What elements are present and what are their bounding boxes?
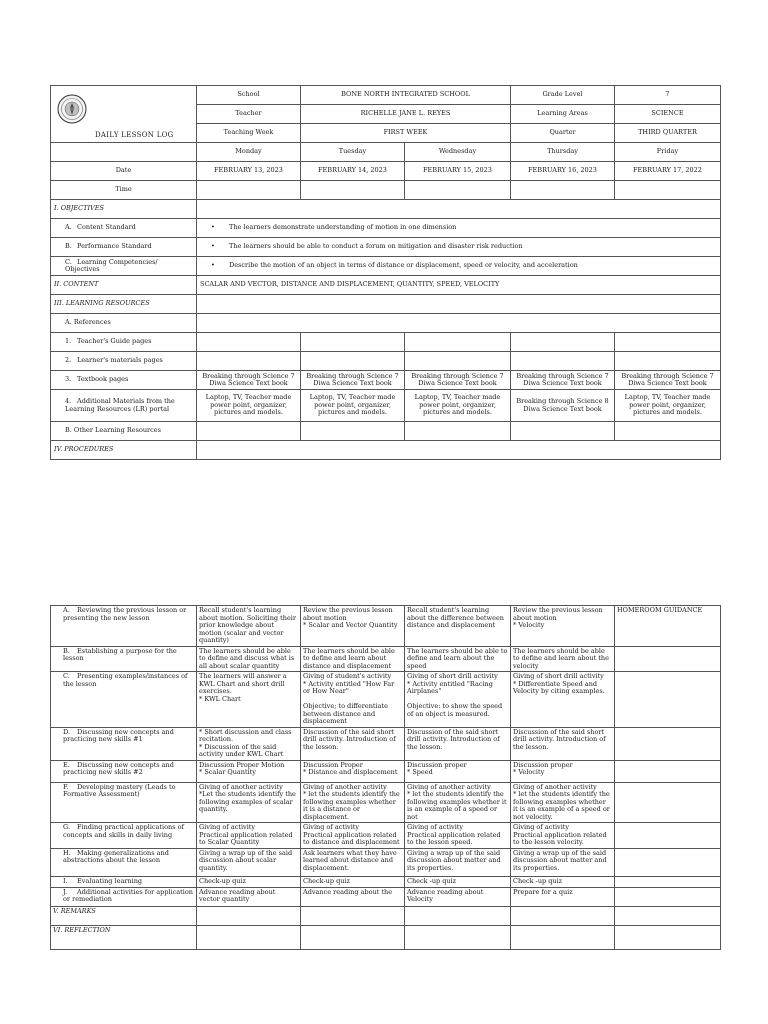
procedure-letter: A.: [63, 606, 70, 614]
logo-cell: [51, 86, 197, 143]
procedure-cell-thursday: Discussion of the said short drill activity. Introduction of the lesson.: [511, 727, 615, 760]
additional-materials-thursday: Breaking through Science 8 Diwa Science Text book: [511, 390, 615, 422]
procedure-cell-wednesday: Discussion proper * Speed: [405, 760, 511, 782]
competencies-label: C. Learning Competencies/ Objectives: [51, 257, 197, 276]
procedure-label: [51, 727, 197, 760]
additional-materials-wednesday: Laptop, TV, Teacher made power point, organizer, pictures and models.: [405, 390, 511, 422]
teaching-week-value: FIRST WEEK: [301, 124, 511, 143]
time-monday: [197, 181, 301, 200]
remarks-heading: V. REMARKS: [51, 906, 197, 925]
procedures-heading-row: [51, 441, 721, 460]
procedure-cell-wednesday: Giving of another activity * let the students identify the following examples whether it is an example of a speed or not: [405, 782, 511, 823]
procedure-cell-friday: HOMEROOM GUIDANCE: [615, 606, 721, 647]
day-tuesday: Tuesday: [301, 143, 405, 162]
procedure-cell-tuesday: Advance reading about the: [301, 887, 405, 906]
procedure-label-text: Establishing a purpose for the lesson: [63, 646, 177, 662]
remarks-monday: [197, 906, 301, 925]
reflection-row: [51, 925, 721, 949]
textbook-friday: Breaking through Science 7 Diwa Science Text book: [615, 371, 721, 390]
references-row: [51, 314, 721, 333]
procedure-letter: E.: [63, 760, 70, 769]
daily-lesson-log-table: [50, 85, 721, 460]
procedure-cell-tuesday: Giving of student's activity * Activity entitled "How Far or How Near" Objective; to differentiate between distance and displacement: [301, 672, 405, 728]
grade-level-value: 7: [615, 86, 721, 105]
procedure-label: [51, 672, 197, 728]
procedure-cell-thursday: Giving of another activity * let the students identify the following examples whether it is an example of a speed or not velocity.: [511, 782, 615, 823]
procedure-row: [51, 672, 721, 728]
time-wednesday: [405, 181, 511, 200]
procedure-cell-friday: [615, 672, 721, 728]
procedure-row: [51, 782, 721, 823]
date-label: Date: [51, 162, 197, 181]
procedure-label: [51, 848, 197, 876]
performance-standard-row: [51, 238, 721, 257]
procedure-cell-friday: [615, 782, 721, 823]
procedure-cell-wednesday: Giving a wrap up of the said discussion about matter and its properties.: [405, 848, 511, 876]
procedure-cell-thursday: The learners should be able to define and learn about the velocity: [511, 646, 615, 672]
procedure-cell-tuesday: Discussion Proper * Distance and displacement: [301, 760, 405, 782]
procedure-letter: J.: [63, 887, 68, 896]
procedure-cell-wednesday: The learners should be able to define and learn about the speed: [405, 646, 511, 672]
procedure-row: [51, 760, 721, 782]
content-value: SCALAR AND VECTOR, DISTANCE AND DISPLACEMENT, QUANTITY, SPEED, VELOCITY: [197, 276, 721, 295]
procedure-cell-monday: * Short discussion and class recitation. * Discussion of the said activity under KWL Chart: [197, 727, 301, 760]
procedure-cell-thursday: Giving of short drill activity * Differentiate Speed and Velocity by citing examples.: [511, 672, 615, 728]
day-monday: Monday: [197, 143, 301, 162]
teachers-guide-wednesday: [405, 333, 511, 352]
teaching-week-label: Teaching Week: [197, 124, 301, 143]
date-tuesday: FEBRUARY 14, 2023: [301, 162, 405, 181]
procedure-label-text: Discussing new concepts and practicing new skills #1: [63, 727, 174, 743]
performance-standard-label: B. Performance Standard: [51, 238, 197, 257]
content-row: [51, 276, 721, 295]
remarks-tuesday: [301, 906, 405, 925]
remarks-thursday: [511, 906, 615, 925]
remarks-wednesday: [405, 906, 511, 925]
date-friday: FEBRUARY 17, 2022: [615, 162, 721, 181]
procedure-cell-friday: [615, 887, 721, 906]
other-resources-wednesday: [405, 422, 511, 441]
time-row: [51, 181, 721, 200]
procedure-label-text: Finding practical applications of concepts and skills in daily living: [63, 823, 184, 839]
procedure-cell-friday: [615, 823, 721, 849]
procedure-cell-monday: Giving of another activity *Let the students identify the following examples of scalar quantity.: [197, 782, 301, 823]
procedure-letter: B.: [63, 646, 70, 655]
other-resources-row: [51, 422, 721, 441]
other-resources-thursday: [511, 422, 615, 441]
resources-heading: III. LEARNING RESOURCES: [51, 295, 197, 314]
procedure-row: [51, 848, 721, 876]
grade-level-label: Grade Level: [511, 86, 615, 105]
learners-materials-thursday: [511, 352, 615, 371]
other-resources-tuesday: [301, 422, 405, 441]
procedures-body: [51, 606, 721, 907]
procedure-label-text: Additional activities for application or remediation: [63, 887, 193, 903]
procedure-label-text: Reviewing the previous lesson or presenting the new lesson: [63, 606, 187, 622]
performance-standard-value: • The learners should be able to conduct a forum on mitigation and disaster risk reduction: [197, 238, 721, 257]
learners-materials-label: 2. Learner's materials pages: [51, 352, 197, 371]
procedure-cell-wednesday: Recall student's learning about the difference between distance and displacement: [405, 606, 511, 647]
procedure-cell-friday: [615, 848, 721, 876]
content-standard-row: [51, 219, 721, 238]
procedure-cell-monday: Check-up quiz: [197, 876, 301, 887]
procedure-label: [51, 876, 197, 887]
procedure-label: [51, 782, 197, 823]
reflection-monday: [197, 925, 301, 949]
procedure-cell-wednesday: Check -up quiz: [405, 876, 511, 887]
procedure-cell-thursday: Review the previous lesson about motion * Velocity: [511, 606, 615, 647]
days-row: [51, 143, 721, 162]
additional-materials-label: 4. Additional Materials from the Learning Resources (LR) portal: [51, 390, 197, 422]
procedure-row: [51, 606, 721, 647]
procedure-cell-tuesday: Discussion of the said short drill activity. Introduction of the lesson.: [301, 727, 405, 760]
procedure-cell-wednesday: Giving of activity Practical application related to the lesson speed.: [405, 823, 511, 849]
day-thursday: Thursday: [511, 143, 615, 162]
procedure-cell-tuesday: Giving of another activity * let the students identify the following examples whether it is a distance or displacement.: [301, 782, 405, 823]
other-resources-friday: [615, 422, 721, 441]
procedure-cell-thursday: Discussion proper * Velocity: [511, 760, 615, 782]
objectives-heading-blank: [197, 200, 721, 219]
procedure-cell-friday: [615, 646, 721, 672]
procedure-label: [51, 646, 197, 672]
additional-materials-row: [51, 390, 721, 422]
additional-materials-friday: Laptop, TV, Teacher made power point, organizer, pictures and models.: [615, 390, 721, 422]
procedure-row: [51, 887, 721, 906]
time-tuesday: [301, 181, 405, 200]
competencies-row: [51, 257, 721, 276]
procedure-cell-friday: [615, 876, 721, 887]
reflection-heading: VI. REFLECTION: [51, 925, 197, 949]
textbook-row: [51, 371, 721, 390]
other-resources-label: B. Other Learning Resources: [51, 422, 197, 441]
teachers-guide-friday: [615, 333, 721, 352]
procedure-cell-tuesday: The learners should be able to define and learn about distance and displacement: [301, 646, 405, 672]
deped-seal-icon: [57, 94, 87, 124]
learning-areas-value: SCIENCE: [615, 105, 721, 124]
content-heading: II. CONTENT: [51, 276, 197, 295]
procedure-row: [51, 876, 721, 887]
teacher-value: RICHELLE JANE L. REYES: [301, 105, 511, 124]
additional-materials-tuesday: Laptop, TV, Teacher made power point, organizer, pictures and models.: [301, 390, 405, 422]
competencies-value: • Describe the motion of an object in terms of distance or displacement, speed or velocity, and acceleration: [197, 257, 721, 276]
textbook-tuesday: Breaking through Science 7 Diwa Science Text book: [301, 371, 405, 390]
resources-heading-row: [51, 295, 721, 314]
procedure-label-text: Presenting examples/instances of the lesson: [63, 672, 188, 688]
teacher-label: Teacher: [197, 105, 301, 124]
procedures-heading-blank: [197, 441, 721, 460]
reflection-thursday: [511, 925, 615, 949]
school-value: BONE NORTH INTEGRATED SCHOOL: [301, 86, 511, 105]
learners-materials-monday: [197, 352, 301, 371]
procedure-cell-tuesday: Review the previous lesson about motion * Scalar and Vector Quantity: [301, 606, 405, 647]
procedure-cell-wednesday: Advance reading about Velocity: [405, 887, 511, 906]
procedure-cell-friday: [615, 727, 721, 760]
procedure-cell-thursday: Prepare for a quiz: [511, 887, 615, 906]
date-monday: FEBRUARY 13, 2023: [197, 162, 301, 181]
procedure-letter: H.: [63, 848, 71, 857]
procedure-cell-monday: The learners will answer a KWL Chart and short drill exercises. * KWL Chart: [197, 672, 301, 728]
resources-heading-blank: [197, 295, 721, 314]
procedure-row: [51, 727, 721, 760]
procedure-letter: G.: [63, 823, 71, 831]
teachers-guide-thursday: [511, 333, 615, 352]
procedure-label: [51, 760, 197, 782]
day-friday: Friday: [615, 143, 721, 162]
references-label: A. References: [51, 314, 197, 333]
procedure-cell-tuesday: Giving of activity Practical application related to distance and displacement: [301, 823, 405, 849]
header-row-school: [51, 86, 721, 105]
procedure-cell-tuesday: Check-up quiz: [301, 876, 405, 887]
procedure-label: [51, 887, 197, 906]
reflection-friday: [615, 925, 721, 949]
remarks-row: [51, 906, 721, 925]
procedure-cell-monday: Discussion Proper Motion * Scalar Quantity: [197, 760, 301, 782]
procedure-cell-monday: Giving of activity Practical application related to Scalar Quantity: [197, 823, 301, 849]
learners-materials-row: [51, 352, 721, 371]
teachers-guide-monday: [197, 333, 301, 352]
reflection-wednesday: [405, 925, 511, 949]
other-resources-monday: [197, 422, 301, 441]
procedure-cell-thursday: Giving a wrap up of the said discussion about matter and its properties.: [511, 848, 615, 876]
teachers-guide-row: [51, 333, 721, 352]
date-thursday: FEBRUARY 16, 2023: [511, 162, 615, 181]
objectives-heading-row: [51, 200, 721, 219]
procedure-label: [51, 823, 197, 849]
textbook-thursday: Breaking through Science 7 Diwa Science Text book: [511, 371, 615, 390]
procedure-letter: D.: [63, 727, 71, 736]
time-friday: [615, 181, 721, 200]
additional-materials-monday: Laptop, TV, Teacher made power point, organizer, pictures and models.: [197, 390, 301, 422]
school-label: School: [197, 86, 301, 105]
procedure-cell-wednesday: Giving of short drill activity * Activity entitled "Racing Airplanes" Objective: to show the speed of an object is measured.: [405, 672, 511, 728]
procedure-cell-monday: Recall student's learning about motion. Soliciting their prior knowledge about motion (scalar and vector quantity): [197, 606, 301, 647]
procedures-table: [50, 605, 721, 950]
textbook-wednesday: Breaking through Science 7 Diwa Science Text book: [405, 371, 511, 390]
procedure-cell-friday: [615, 760, 721, 782]
quarter-value: THIRD QUARTER: [615, 124, 721, 143]
procedure-label-text: Evaluating learning: [77, 876, 143, 885]
procedures-heading: IV. PROCEDURES: [51, 441, 197, 460]
textbook-label: 3. Textbook pages: [51, 371, 197, 390]
remarks-friday: [615, 906, 721, 925]
content-standard-value: • The learners demonstrate understanding of motion in one dimension: [197, 219, 721, 238]
procedure-label: [51, 606, 197, 647]
procedure-cell-thursday: Check -up quiz: [511, 876, 615, 887]
learners-materials-tuesday: [301, 352, 405, 371]
procedure-label-text: Developing mastery (Leads to Formative Assessment): [63, 782, 176, 798]
reflection-tuesday: [301, 925, 405, 949]
procedure-cell-thursday: Giving of activity Practical application related to the lesson velocity.: [511, 823, 615, 849]
procedure-letter: F.: [63, 782, 69, 791]
objectives-heading: I. OBJECTIVES: [51, 200, 197, 219]
date-wednesday: FEBRUARY 15, 2023: [405, 162, 511, 181]
procedure-label-text: Discussing new concepts and practicing new skills #2: [63, 760, 174, 776]
time-thursday: [511, 181, 615, 200]
references-blank: [197, 314, 721, 333]
procedure-cell-monday: Advance reading about vector quantity: [197, 887, 301, 906]
procedure-letter: C.: [63, 672, 70, 680]
procedure-cell-wednesday: Discussion of the said short drill activity. Introduction of the lesson.: [405, 727, 511, 760]
procedure-cell-tuesday: Ask learners what they have learned about distance and displacement.: [301, 848, 405, 876]
learners-materials-friday: [615, 352, 721, 371]
procedure-cell-monday: Giving a wrap up of the said discussion about scalar quantity.: [197, 848, 301, 876]
content-standard-label: A. Content Standard: [51, 219, 197, 238]
time-label: Time: [51, 181, 197, 200]
learners-materials-wednesday: [405, 352, 511, 371]
textbook-monday: Breaking through Science 7 Diwa Science Text book: [197, 371, 301, 390]
quarter-label: Quarter: [511, 124, 615, 143]
day-wednesday: Wednesday: [405, 143, 511, 162]
teachers-guide-label: 1. Teacher's Guide pages: [51, 333, 197, 352]
teachers-guide-tuesday: [301, 333, 405, 352]
document-title: DAILY LESSON LOG: [95, 131, 174, 139]
learning-areas-label: Learning Areas: [511, 105, 615, 124]
dates-row: [51, 162, 721, 181]
days-blank: [51, 143, 197, 162]
procedure-label-text: Making generalizations and abstractions about the lesson: [63, 848, 169, 864]
procedure-row: [51, 823, 721, 849]
procedure-letter: I.: [63, 876, 68, 885]
procedure-row: [51, 646, 721, 672]
procedure-cell-monday: The learners should be able to define and discuss what is all about scalar quantity: [197, 646, 301, 672]
